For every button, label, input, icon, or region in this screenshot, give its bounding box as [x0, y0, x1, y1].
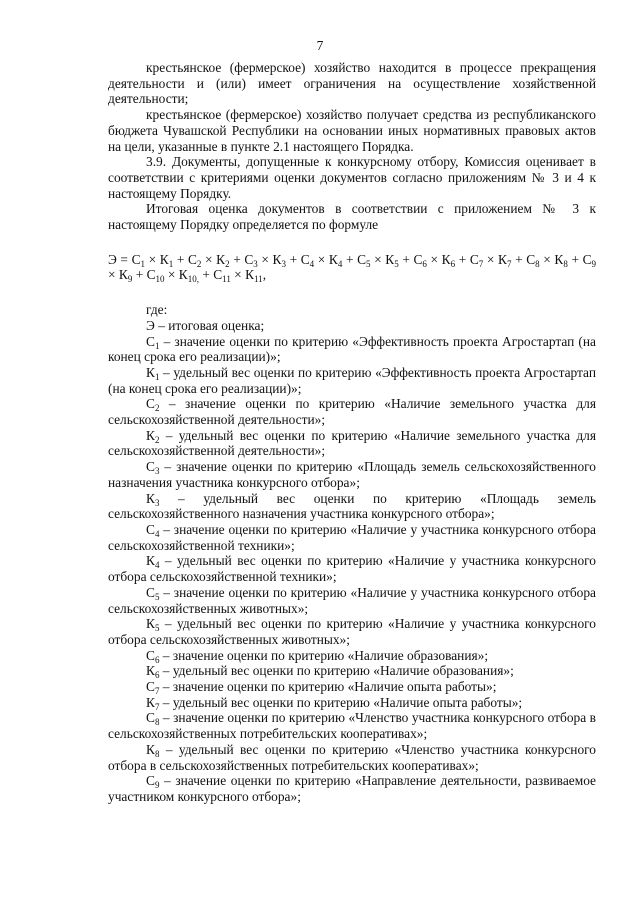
paragraph-3-9: 3.9. Документы, допущенные к конкурсному отбору, Комиссия оценивает в соответствии с критериями оценки документов согласно приложениям № 3 и 4 к настоящему Порядку.	[108, 154, 596, 201]
definitions-list	[108, 318, 596, 805]
definition-item: $К_2$ – удельный вес оценки по критерию «Наличие земельного участка для сельскохозяйственной деятельности»;	[108, 427, 596, 459]
definition-item: Э – итоговая оценка;	[146, 317, 265, 333]
paragraph-farm-funding: крестьянское (фермерское) хозяйство получает средства из республиканского бюджета Чувашской Республики на основании иных нормативных правовых актов на цели, указанные в пункте 2.1 настоящего Порядка.	[108, 107, 596, 154]
where-label: где:	[146, 302, 168, 318]
formula-term: $С_{11} \times К_{11}$	[213, 267, 263, 285]
definition-item: $К_7$ – удельный вес оценки по критерию «Наличие опыта работы»;	[146, 694, 523, 712]
paragraph-formula-intro: Итоговая оценка документов в соответствии с приложением № 3 к настоящему Порядку определяется по формуле	[108, 201, 596, 233]
formula-term: $С_1 \times К_1$	[131, 251, 174, 269]
definition-item: $К_1$ – удельный вес оценки по критерию «Эффективность проекта Агростартап (на конец срока его реализации)»;	[108, 364, 596, 396]
definition-item: $К_3$ – удельный вес оценки по критерию «Площадь земель сельскохозяйственного назначения участника конкурсного отбора»;	[108, 490, 596, 522]
definition-item: $К_6$ – удельный вес оценки по критерию «Наличие образования»;	[146, 663, 514, 681]
formula-term: $С_4 \times К_4$	[300, 251, 343, 269]
formula-tail: ,	[262, 267, 267, 283]
definition-item: $С_4$ – значение оценки по критерию «Наличие у участника конкурсного отбора сельскохозяйственной техники»;	[108, 521, 596, 553]
definition-item: $С_1$ – значение оценки по критерию «Эффективность проекта Агростартап (на конец срока его реализации)»;	[108, 333, 596, 365]
definition-item: $С_2$ – значение оценки по критерию «Наличие земельного участка для сельскохозяйственной деятельности»;	[108, 396, 596, 428]
definition-item: $С_5$ – значение оценки по критерию «Наличие у участника конкурсного отбора сельскохозяйственных животных»;	[108, 584, 596, 616]
formula-term: $С_{10} \times К_{10,}$	[146, 267, 199, 285]
definition-item: $С_8$ – значение оценки по критерию «Членство участника конкурсного отбора в сельскохозяйственных потребительских кооперативах»;	[108, 710, 596, 742]
definition-item: $С_6$ – значение оценки по критерию «Наличие образования»;	[146, 647, 489, 665]
definition-item: $С_3$ – значение оценки по критерию «Площадь земель сельскохозяйственного назначения участника конкурсного отбора»;	[108, 459, 596, 490]
definition-item: $С_9$ – значение оценки по критерию «Направление деятельности, развиваемое участником конкурсного отбора»;	[108, 773, 596, 804]
formula-term: $С_5 \times К_5$	[357, 251, 399, 269]
paragraph-farm-termination: крестьянское (фермерское) хозяйство находится в процессе прекращения деятельности и (или) имеет ограничения на осуществление хозяйственной деятельности;	[108, 60, 596, 107]
definition-item: $К_4$ – удельный вес оценки по критерию «Наличие у участника конкурсного отбора сельскохозяйственной техники»;	[108, 553, 596, 585]
formula-term: $С_9 \times К_9$	[108, 251, 597, 285]
formula-term: $С_2 \times К_2$	[187, 251, 230, 269]
formula-term: $С_3 \times К_3$	[244, 251, 286, 269]
definition-item: $К_8$ – удельный вес оценки по критерию «Членство участника конкурсного отбора в сельскохозяйственных потребительских кооперативах»;	[108, 741, 596, 773]
formula-term: $С_8 \times К_8$	[526, 251, 568, 269]
formula-lead: Э =	[108, 251, 132, 267]
definition-item: $К_5$ – удельный вес оценки по критерию «Наличие у участника конкурсного отбора сельскохозяйственных животных»;	[108, 616, 596, 647]
formula: $Э = С_1 \times К_1 + С_2 \times К_2 + С_3 \times К_3 + С_4 \times К_4 + С_5 \times К_5 + С_6 \times К_6 + С_7 \times К_7 + С_8 \times К_8 + С_9 \times К_9 + С_{10} \times К_{10,} + С_{11} \times К_{11}$,	[108, 251, 597, 285]
formula-term: $С_6 \times К_6$	[413, 251, 456, 269]
page-number: 7	[316, 38, 324, 53]
definition-item: $С_7$ – значение оценки по критерию «Наличие опыта работы»;	[146, 679, 497, 697]
page-content	[108, 60, 596, 805]
formula-term: $С_7 \times К_7$	[469, 251, 512, 269]
